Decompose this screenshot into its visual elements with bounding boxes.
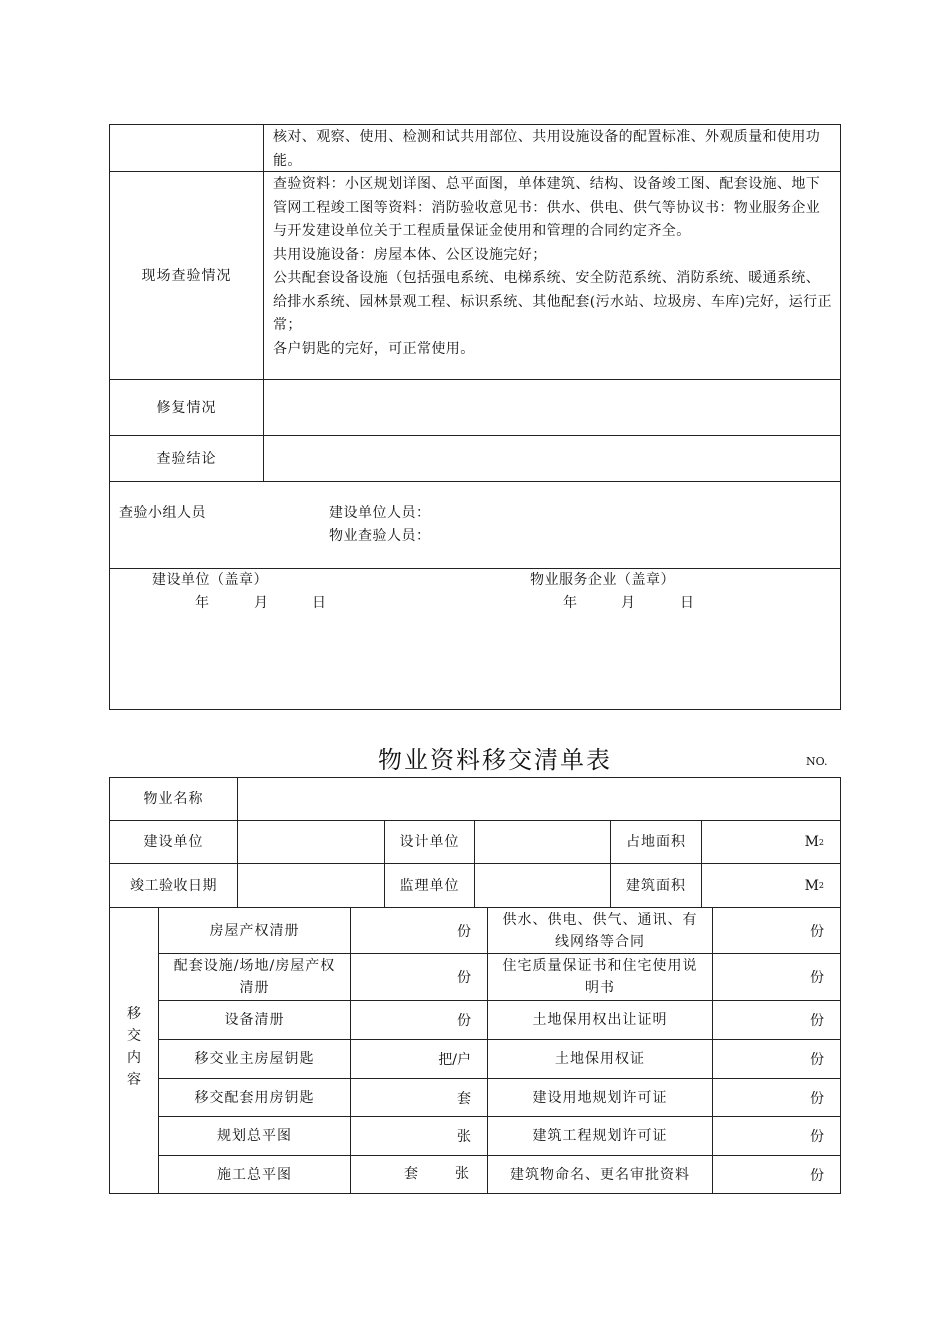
completion-date-field[interactable] bbox=[238, 864, 384, 907]
item-left-unit-b[interactable]: 张 bbox=[455, 1166, 470, 1182]
item-left-label: 设备清册 bbox=[224, 1012, 285, 1028]
item-left-unit[interactable]: 份 bbox=[457, 970, 471, 986]
site-text-docs: 查验资料：小区规划详图、总平面图，单体建筑、结构、设备竣工图、配套设施、地下管网工程竣工图等资料：消防验收意见书：供水、供电、供气等协议书：物业服务企业与开发建设单位关于工程质量保证金使用和管理的合同约定齐全。 bbox=[273, 176, 821, 239]
land-area-unit[interactable] bbox=[702, 821, 840, 863]
group-members-label: 查验小组人员 bbox=[119, 505, 206, 521]
item-right-unit[interactable]: 份 bbox=[810, 1090, 824, 1107]
property-name-field[interactable] bbox=[238, 778, 840, 820]
land-area-label: 占地面积 bbox=[626, 834, 686, 850]
item-right-unit[interactable]: 份 bbox=[810, 1013, 824, 1029]
item-right-unit[interactable]: 份 bbox=[810, 970, 824, 986]
conclusion-field[interactable] bbox=[264, 436, 840, 481]
item-right-label: 土地保用权证 bbox=[555, 1051, 645, 1067]
item-left-label: 移交业主房屋钥匙 bbox=[194, 1051, 315, 1067]
site-text-facilities: 共用设施设备：房屋本体、公区设施完好； bbox=[273, 246, 547, 263]
item-right-unit[interactable]: 份 bbox=[810, 1052, 824, 1068]
building-area-label: 建筑面积 bbox=[626, 877, 686, 894]
table-border bbox=[840, 777, 841, 1194]
item-left-label: 配套设施/场地/房屋产权清册 bbox=[173, 958, 336, 996]
item-right-label: 建筑物命名、更名审批资料 bbox=[510, 1166, 690, 1183]
handover-char: 内 bbox=[127, 1050, 141, 1066]
building-area-unit[interactable] bbox=[702, 864, 840, 907]
property-year: 年 bbox=[563, 595, 578, 611]
unit-sup: 2 bbox=[818, 837, 824, 847]
item-right-label: 建筑工程规划许可证 bbox=[532, 1128, 668, 1144]
site-inspection-label: 现场查验情况 bbox=[141, 267, 232, 284]
item-left-unit[interactable]: 份 bbox=[457, 1013, 471, 1029]
page-title: 物业资料移交清单表 bbox=[378, 746, 612, 774]
handover-char: 容 bbox=[127, 1072, 141, 1088]
item-right-label: 供水、供电、供气、通讯、有线网络等合同 bbox=[502, 911, 698, 950]
unit-sup: 2 bbox=[818, 881, 824, 890]
builder-seal-label: 建设单位（盖章） bbox=[152, 572, 268, 588]
item-left-unit-a[interactable]: 套 bbox=[404, 1166, 419, 1182]
item-left-label: 规划总平图 bbox=[217, 1128, 292, 1144]
designer-field[interactable] bbox=[475, 821, 610, 863]
item-right-unit[interactable]: 份 bbox=[810, 1129, 824, 1145]
supervisor-field[interactable] bbox=[475, 864, 610, 907]
item-left-label: 移交配套用房钥匙 bbox=[194, 1089, 315, 1106]
repair-field[interactable] bbox=[264, 380, 840, 435]
property-name-label: 物业名称 bbox=[143, 791, 204, 807]
builder-month: 月 bbox=[254, 595, 269, 611]
item-left-unit[interactable]: 把/户 bbox=[438, 1052, 471, 1068]
property-day: 日 bbox=[680, 595, 695, 611]
builder-year: 年 bbox=[195, 595, 210, 611]
builder-day: 日 bbox=[312, 595, 327, 611]
table-border bbox=[109, 568, 841, 569]
designer-label: 设计单位 bbox=[399, 834, 460, 850]
handover-char: 交 bbox=[127, 1028, 141, 1044]
item-right-unit[interactable]: 份 bbox=[810, 1167, 824, 1184]
item-left-unit[interactable]: 份 bbox=[457, 923, 471, 940]
item-left-label: 房屋产权清册 bbox=[209, 922, 300, 939]
unit-text: M bbox=[804, 877, 819, 894]
table-border bbox=[109, 124, 841, 125]
item-left-unit[interactable]: 套 bbox=[457, 1090, 471, 1107]
property-seal-label: 物业服务企业（盖章） bbox=[530, 572, 675, 588]
site-text-systems: 公共配套设备设施（包括强电系统、电梯系统、安全防范系统、消防系统、暖通系统、给排水系统、园林景观工程、标识系统、其他配套(污水站、垃圾房、车库)完好，运行正常； bbox=[273, 270, 832, 333]
item-right-label: 土地保用权出让证明 bbox=[532, 1012, 668, 1028]
site-text-keys: 各户钥匙的完好，可正常使用。 bbox=[273, 340, 475, 357]
item-right-label: 建设用地规划许可证 bbox=[532, 1089, 668, 1106]
table-border bbox=[840, 124, 841, 710]
item-right-unit[interactable]: 份 bbox=[810, 923, 824, 940]
item-left-unit[interactable]: 张 bbox=[457, 1129, 471, 1145]
table-border bbox=[109, 481, 841, 482]
form-number-label: NO. bbox=[806, 755, 828, 768]
table-border bbox=[109, 1193, 841, 1194]
supervisor-label: 监理单位 bbox=[399, 877, 460, 894]
handover-char: 移 bbox=[127, 1006, 141, 1022]
completion-date-label: 竣工验收日期 bbox=[130, 877, 217, 894]
site-inspection-content bbox=[273, 173, 833, 361]
builder-field[interactable] bbox=[238, 821, 384, 863]
conclusion-label: 查验结论 bbox=[156, 450, 217, 467]
unit-text: M bbox=[804, 834, 819, 850]
inspection-scope-text: 核对、观察、使用、检测和试共用部位、共用设施设备的配置标准、外观质量和使用功能。 bbox=[273, 129, 821, 169]
item-right-label: 住宅质量保证书和住宅使用说明书 bbox=[502, 958, 698, 996]
builder-staff-label: 建设单位人员： bbox=[329, 505, 431, 521]
property-month: 月 bbox=[621, 595, 636, 611]
handover-content-label bbox=[110, 1003, 158, 1091]
builder-label: 建设单位 bbox=[143, 834, 204, 850]
table-border bbox=[109, 709, 841, 710]
item-left-label: 施工总平图 bbox=[217, 1166, 292, 1183]
property-staff-label: 物业查验人员： bbox=[329, 528, 431, 544]
repair-label: 修复情况 bbox=[156, 399, 217, 416]
